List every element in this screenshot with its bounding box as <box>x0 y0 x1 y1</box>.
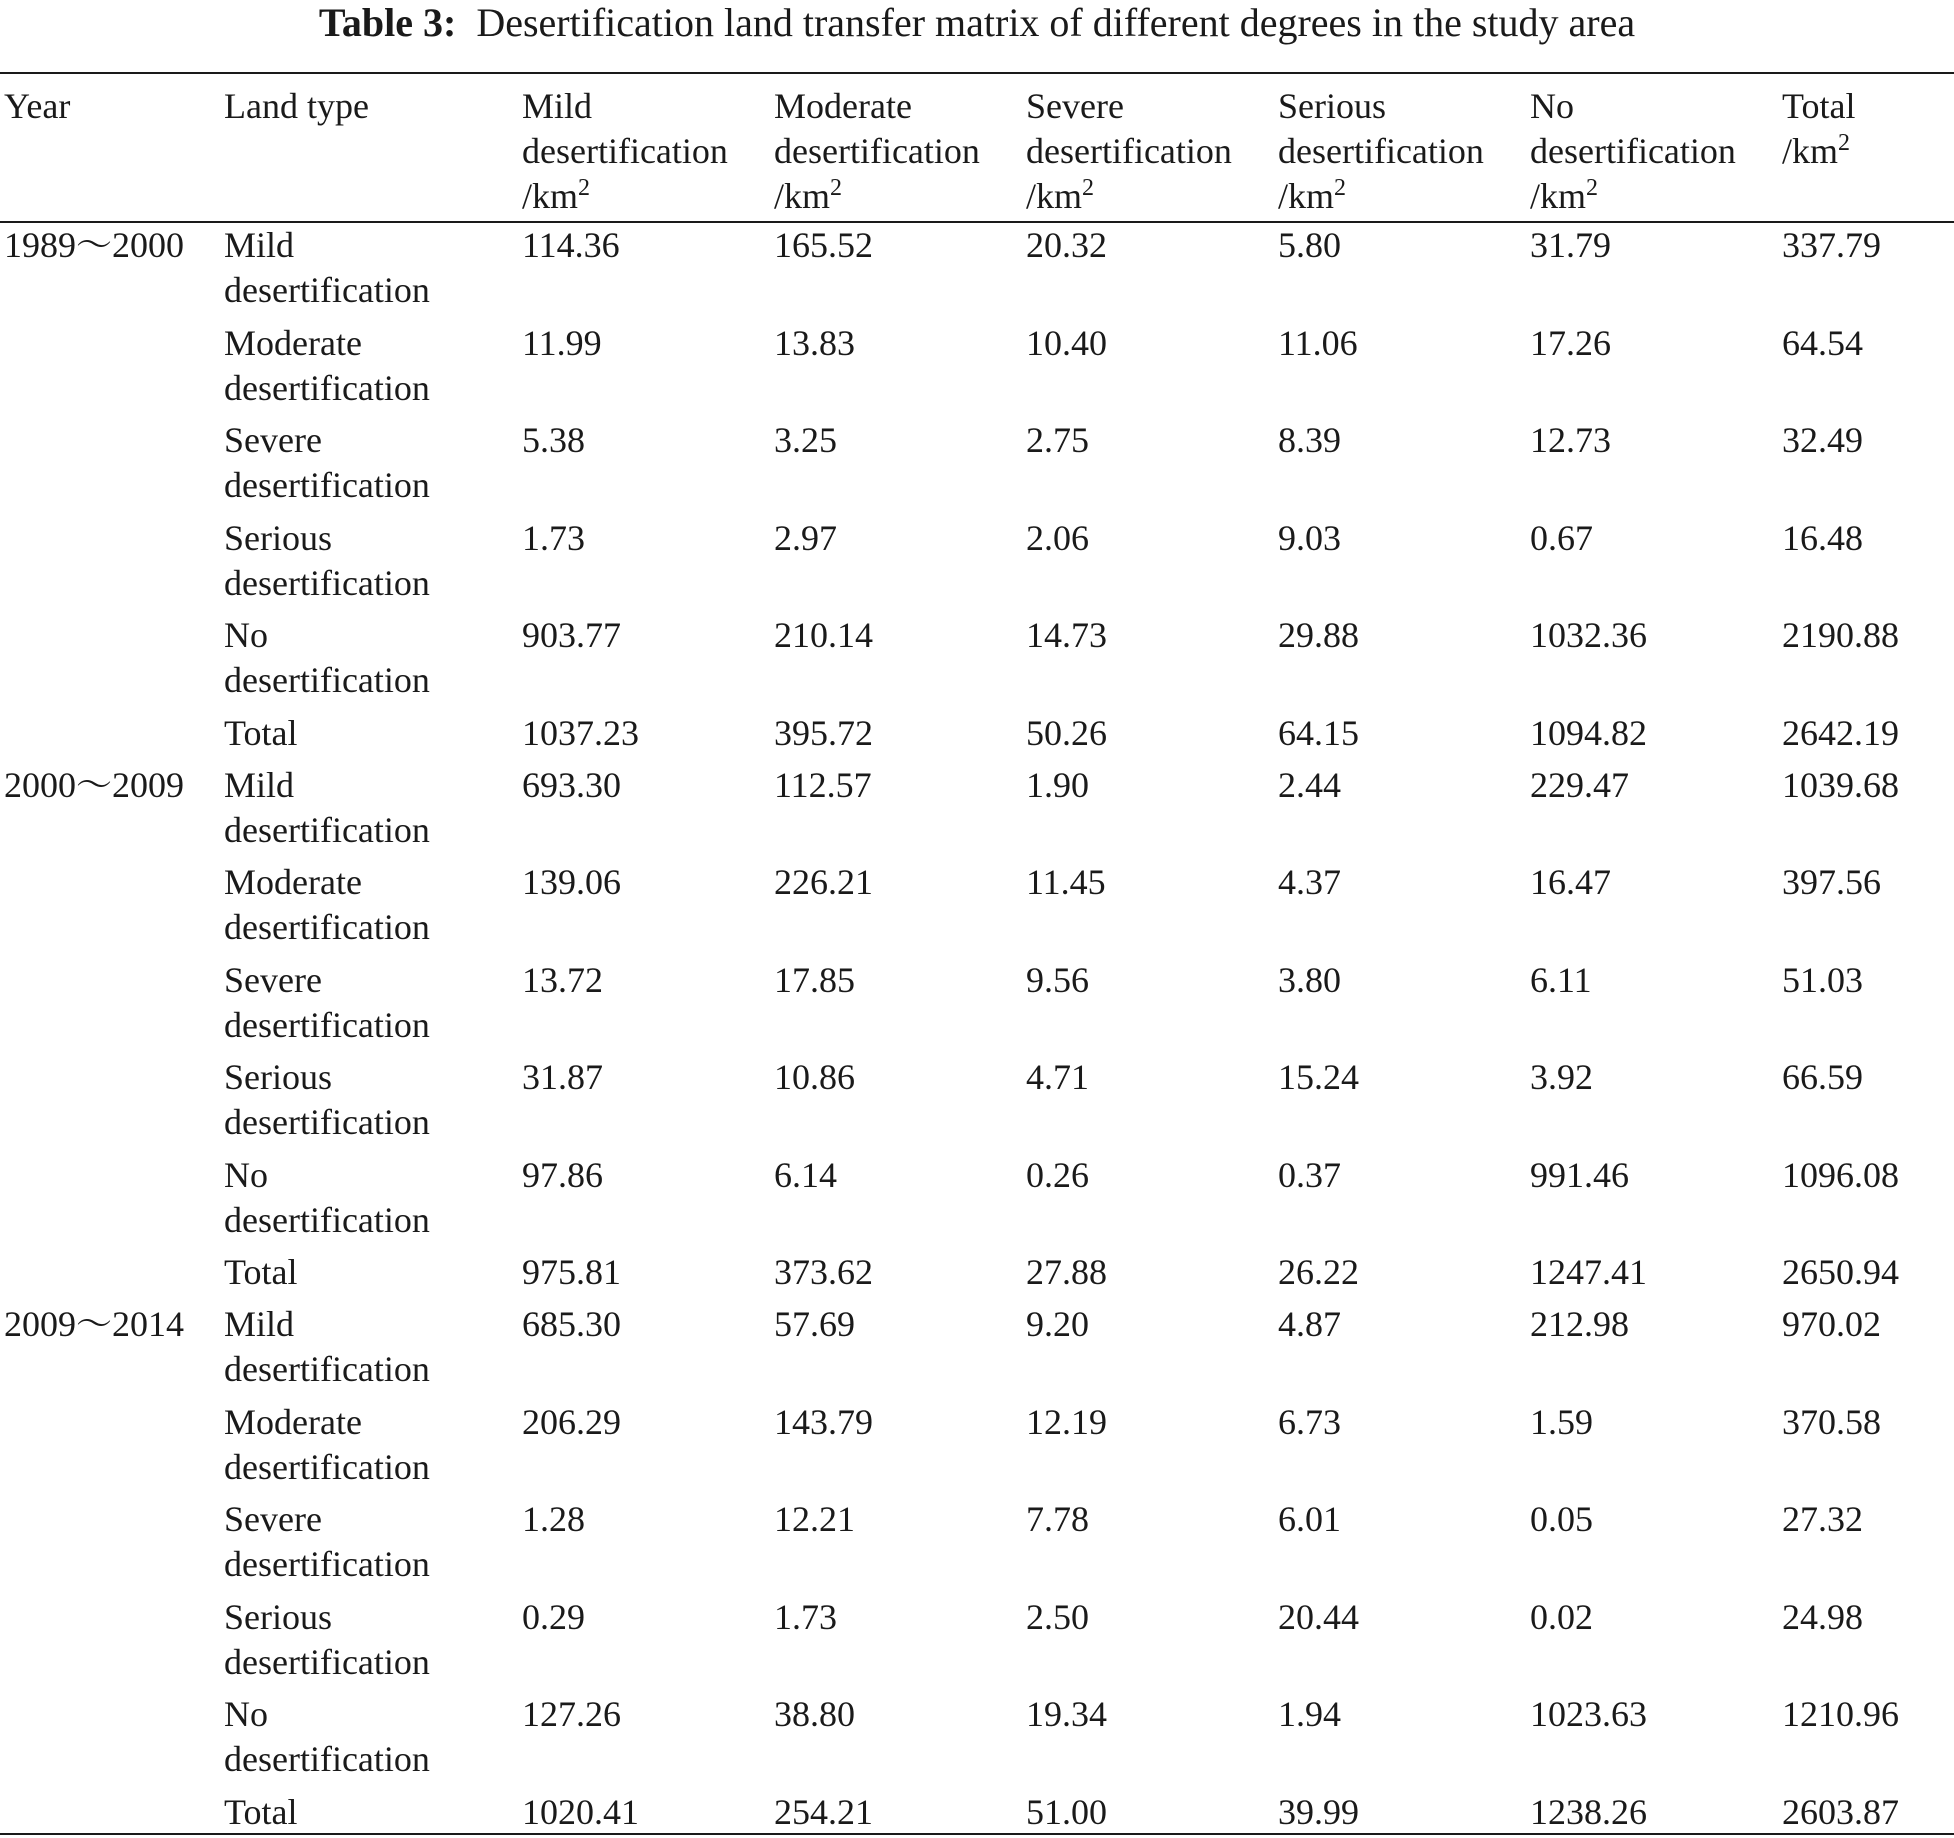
value-cell-serious: 26.22 <box>1278 1252 1359 1292</box>
land-type-cell: Moderate desertification <box>224 862 430 947</box>
table-row <box>0 1688 1954 1786</box>
value-cell-moderate: 254.21 <box>774 1791 873 1832</box>
table-row <box>0 414 1954 512</box>
value-cell-serious: 8.39 <box>1278 420 1341 460</box>
value-cell-moderate: 57.69 <box>774 1304 855 1344</box>
value-cell-serious: 15.24 <box>1278 1057 1359 1097</box>
year-cell: 2000～2009 <box>4 764 185 805</box>
table-row <box>0 1051 1954 1149</box>
value-cell-moderate: 38.80 <box>774 1694 855 1734</box>
land-type-cell: Total <box>224 1791 298 1832</box>
table-row <box>0 1786 1954 1838</box>
value-cell-total: 370.58 <box>1782 1401 1881 1442</box>
table-row <box>0 954 1954 1052</box>
value-cell-no: 17.26 <box>1530 322 1611 363</box>
value-cell-serious: 9.03 <box>1278 517 1341 558</box>
value-cell-total: 1039.68 <box>1782 764 1899 805</box>
land-type-cell: No desertification <box>224 1694 430 1779</box>
land-type-cell: Mild desertification <box>224 1304 430 1389</box>
value-cell-total: 2642.19 <box>1782 712 1899 753</box>
value-cell-moderate: 210.14 <box>774 615 873 655</box>
value-cell-severe: 10.40 <box>1026 322 1107 363</box>
land-type-cell: Total <box>224 712 298 753</box>
value-cell-no: 991.46 <box>1530 1154 1629 1195</box>
value-cell-moderate: 1.73 <box>774 1596 837 1637</box>
year-cell <box>0 1493 220 1591</box>
value-cell-no: 212.98 <box>1530 1304 1629 1344</box>
value-cell-total: 27.32 <box>1782 1499 1863 1539</box>
value-cell-mild: 0.29 <box>522 1596 585 1637</box>
value-cell-severe: 2.75 <box>1026 420 1089 460</box>
value-cell-serious: 1.94 <box>1278 1694 1341 1734</box>
year-cell <box>0 1688 220 1786</box>
value-cell-serious: 29.88 <box>1278 615 1359 655</box>
table-row <box>0 1591 1954 1689</box>
table-row <box>0 1149 1954 1247</box>
value-cell-mild: 5.38 <box>522 420 585 460</box>
table-body <box>0 219 1954 1838</box>
land-type-cell: Serious desertification <box>224 1057 430 1142</box>
value-cell-moderate: 112.57 <box>774 764 872 805</box>
land-type-cell: Serious desertification <box>224 1596 430 1682</box>
value-cell-no: 1247.41 <box>1530 1252 1647 1292</box>
value-cell-severe: 9.56 <box>1026 959 1089 1000</box>
header-total: Total $/km^2$ <box>1782 86 1856 171</box>
table-label: Table 3: <box>318 0 457 45</box>
table-header <box>0 74 1954 219</box>
value-cell-no: 1032.36 <box>1530 615 1647 655</box>
value-cell-mild: 206.29 <box>522 1401 621 1442</box>
land-type-cell: Mild desertification <box>224 225 430 310</box>
value-cell-mild: 693.30 <box>522 764 621 805</box>
value-cell-serious: 39.99 <box>1278 1791 1359 1832</box>
value-cell-total: 64.54 <box>1782 322 1863 363</box>
value-cell-mild: 127.26 <box>522 1694 621 1734</box>
value-cell-total: 16.48 <box>1782 517 1863 558</box>
table-row <box>0 759 1954 857</box>
value-cell-no: 229.47 <box>1530 764 1629 805</box>
value-cell-total: 2603.87 <box>1782 1791 1899 1832</box>
value-cell-total: 2190.88 <box>1782 615 1899 655</box>
value-cell-mild: 1020.41 <box>522 1791 639 1832</box>
value-cell-total: 1096.08 <box>1782 1154 1899 1195</box>
value-cell-total: 24.98 <box>1782 1596 1863 1637</box>
year-cell <box>0 609 220 707</box>
value-cell-moderate: 3.25 <box>774 420 837 460</box>
value-cell-total: 66.59 <box>1782 1057 1863 1097</box>
header-year: Year <box>4 86 71 126</box>
value-cell-mild: 685.30 <box>522 1304 621 1344</box>
year-cell <box>0 1149 220 1247</box>
value-cell-severe: 20.32 <box>1026 225 1107 265</box>
value-cell-mild: 11.99 <box>522 322 602 363</box>
land-type-cell: Severe desertification <box>224 1499 430 1584</box>
value-cell-no: 12.73 <box>1530 420 1611 460</box>
value-cell-severe: 11.45 <box>1026 862 1106 902</box>
value-cell-severe: 4.71 <box>1026 1057 1089 1097</box>
year-cell <box>0 1591 220 1689</box>
table-title: Desertification land transfer matrix of different degrees in the study area <box>476 0 1636 45</box>
header-moderate: Moderate desertification $/km^2$ <box>774 86 980 216</box>
value-cell-moderate: 143.79 <box>774 1401 873 1442</box>
value-cell-no: 1023.63 <box>1530 1694 1647 1734</box>
year-cell <box>0 707 220 759</box>
value-cell-no: 0.05 <box>1530 1499 1593 1539</box>
land-type-cell: Severe desertification <box>224 959 430 1045</box>
value-cell-serious: 4.87 <box>1278 1304 1341 1344</box>
value-cell-serious: 0.37 <box>1278 1154 1341 1195</box>
value-cell-serious: 4.37 <box>1278 862 1341 902</box>
value-cell-severe: 50.26 <box>1026 712 1107 753</box>
land-type-cell: No desertification <box>224 1154 430 1240</box>
value-cell-severe: 27.88 <box>1026 1252 1107 1292</box>
value-cell-severe: 7.78 <box>1026 1499 1089 1539</box>
value-cell-no: 1.59 <box>1530 1401 1593 1442</box>
land-type-cell: Moderate desertification <box>224 322 430 408</box>
value-cell-no: 1094.82 <box>1530 712 1647 753</box>
header-serious: Serious desertification $/km^2$ <box>1278 86 1484 216</box>
land-type-cell: Mild desertification <box>224 764 430 850</box>
value-cell-mild: 97.86 <box>522 1154 603 1195</box>
value-cell-severe: 14.73 <box>1026 615 1107 655</box>
value-cell-no: 16.47 <box>1530 862 1611 902</box>
value-cell-mild: 975.81 <box>522 1252 621 1292</box>
value-cell-mild: 114.36 <box>522 225 620 265</box>
value-cell-no: 31.79 <box>1530 225 1611 265</box>
value-cell-no: 0.02 <box>1530 1596 1593 1637</box>
value-cell-total: 970.02 <box>1782 1304 1881 1344</box>
value-cell-severe: 9.20 <box>1026 1304 1089 1344</box>
value-cell-severe: 0.26 <box>1026 1154 1089 1195</box>
value-cell-serious: 3.80 <box>1278 959 1341 1000</box>
value-cell-no: 3.92 <box>1530 1057 1593 1097</box>
value-cell-serious: 5.80 <box>1278 225 1341 265</box>
header-severe: Severe desertification $/km^2$ <box>1026 86 1232 216</box>
value-cell-moderate: 13.83 <box>774 322 855 363</box>
value-cell-serious: 6.01 <box>1278 1499 1341 1539</box>
value-cell-moderate: 17.85 <box>774 959 855 1000</box>
land-type-cell: Severe desertification <box>224 420 430 505</box>
value-cell-no: 0.67 <box>1530 517 1593 558</box>
value-cell-mild: 1.28 <box>522 1499 585 1539</box>
year-cell <box>0 856 220 954</box>
header-land-type: Land type <box>224 86 369 126</box>
value-cell-moderate: 10.86 <box>774 1057 855 1097</box>
land-type-cell: Serious desertification <box>224 517 430 603</box>
year-cell <box>0 1786 220 1838</box>
table-row <box>0 1246 1954 1298</box>
value-cell-total: 337.79 <box>1782 225 1881 265</box>
header-row <box>0 74 1954 219</box>
year-cell <box>0 1051 220 1149</box>
value-cell-mild: 31.87 <box>522 1057 603 1097</box>
value-cell-serious: 64.15 <box>1278 712 1359 753</box>
table-row <box>0 1396 1954 1494</box>
table-row <box>0 512 1954 610</box>
value-cell-mild: 1.73 <box>522 517 585 558</box>
value-cell-severe: 51.00 <box>1026 1791 1107 1832</box>
value-cell-serious: 6.73 <box>1278 1401 1341 1442</box>
table-caption <box>0 0 1954 46</box>
table-row <box>0 707 1954 759</box>
table-row <box>0 1493 1954 1591</box>
table-row <box>0 1298 1954 1396</box>
year-cell: 1989～2000 <box>4 225 185 265</box>
value-cell-moderate: 226.21 <box>774 862 873 902</box>
value-cell-moderate: 12.21 <box>774 1499 855 1539</box>
value-cell-severe: 12.19 <box>1026 1401 1107 1442</box>
value-cell-severe: 19.34 <box>1026 1694 1107 1734</box>
year-cell <box>0 1246 220 1298</box>
value-cell-serious: 11.06 <box>1278 322 1358 363</box>
value-cell-severe: 2.50 <box>1026 1596 1089 1637</box>
table-row <box>0 219 1954 317</box>
land-type-cell: Total <box>224 1252 298 1292</box>
value-cell-moderate: 395.72 <box>774 712 873 753</box>
table-row <box>0 856 1954 954</box>
value-cell-no: 6.11 <box>1530 959 1592 1000</box>
value-cell-total: 1210.96 <box>1782 1694 1899 1734</box>
table-row <box>0 317 1954 415</box>
year-cell <box>0 414 220 512</box>
header-no: No desertification $/km^2$ <box>1530 86 1736 216</box>
value-cell-mild: 1037.23 <box>522 712 639 753</box>
land-type-cell: Moderate desertification <box>224 1401 430 1487</box>
year-cell <box>0 1396 220 1494</box>
table-row <box>0 609 1954 707</box>
value-cell-severe: 2.06 <box>1026 517 1089 558</box>
value-cell-total: 2650.94 <box>1782 1252 1899 1292</box>
value-cell-total: 51.03 <box>1782 959 1863 1000</box>
value-cell-total: 32.49 <box>1782 420 1863 460</box>
value-cell-moderate: 2.97 <box>774 517 837 558</box>
value-cell-severe: 1.90 <box>1026 764 1089 805</box>
value-cell-moderate: 6.14 <box>774 1154 837 1195</box>
value-cell-total: 397.56 <box>1782 862 1881 902</box>
value-cell-mild: 903.77 <box>522 615 621 655</box>
value-cell-mild: 139.06 <box>522 862 621 902</box>
land-type-cell: No desertification <box>224 615 430 700</box>
value-cell-moderate: 165.52 <box>774 225 873 265</box>
year-cell <box>0 512 220 610</box>
transfer-matrix-table <box>0 74 1954 1838</box>
value-cell-serious: 20.44 <box>1278 1596 1359 1637</box>
value-cell-mild: 13.72 <box>522 959 603 1000</box>
value-cell-no: 1238.26 <box>1530 1791 1647 1832</box>
year-cell <box>0 317 220 415</box>
value-cell-serious: 2.44 <box>1278 764 1341 805</box>
header-mild: Mild desertification $/km^2$ <box>522 86 728 216</box>
year-cell <box>0 954 220 1052</box>
value-cell-moderate: 373.62 <box>774 1252 873 1292</box>
year-cell: 2009～2014 <box>4 1304 185 1344</box>
